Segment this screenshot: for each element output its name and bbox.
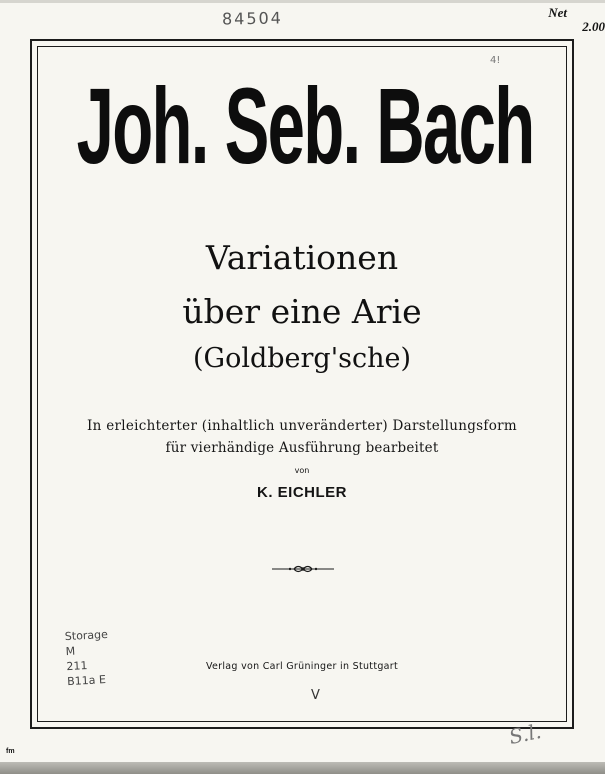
price-value: 2.00 [582, 19, 605, 34]
shelfmark-line: Storage [64, 627, 109, 644]
title-line-2: über eine Arie [182, 292, 422, 331]
von-label: von [294, 466, 310, 475]
catalog-number: 84504 [221, 8, 284, 29]
shelfmark-line: M [65, 644, 76, 659]
handwritten-shelfmark [64, 627, 110, 689]
pencil-mark-top-right: 4! [490, 55, 501, 66]
shelfmark-line: 211 [66, 659, 88, 674]
mark-bottom-left: fm [6, 748, 15, 755]
description-line-2: für vierhändige Ausführung bearbeitet [165, 440, 439, 456]
pencil-signature-bottom-right: S.l. [506, 718, 544, 750]
pencil-mark-bottom-center: V [311, 688, 320, 703]
arranger-name: K. EICHLER [256, 484, 347, 501]
scan-bottom-edge [0, 762, 605, 774]
ornament-divider-icon [272, 561, 334, 577]
publisher-imprint: Verlag von Carl Grüninger in Stuttgart [205, 661, 399, 672]
composer-name: Joh. Seb. Bach [76, 65, 534, 187]
title-line-1: Variationen [205, 238, 399, 277]
description-line-1: In erleichterter (inhaltlich unveränderter) Darstellungsform [87, 418, 517, 434]
scan-top-edge [0, 0, 605, 3]
price-label: Net [548, 5, 567, 20]
title-line-3: (Goldberg'sche) [192, 343, 412, 374]
shelfmark-line: B11a E [66, 673, 107, 689]
